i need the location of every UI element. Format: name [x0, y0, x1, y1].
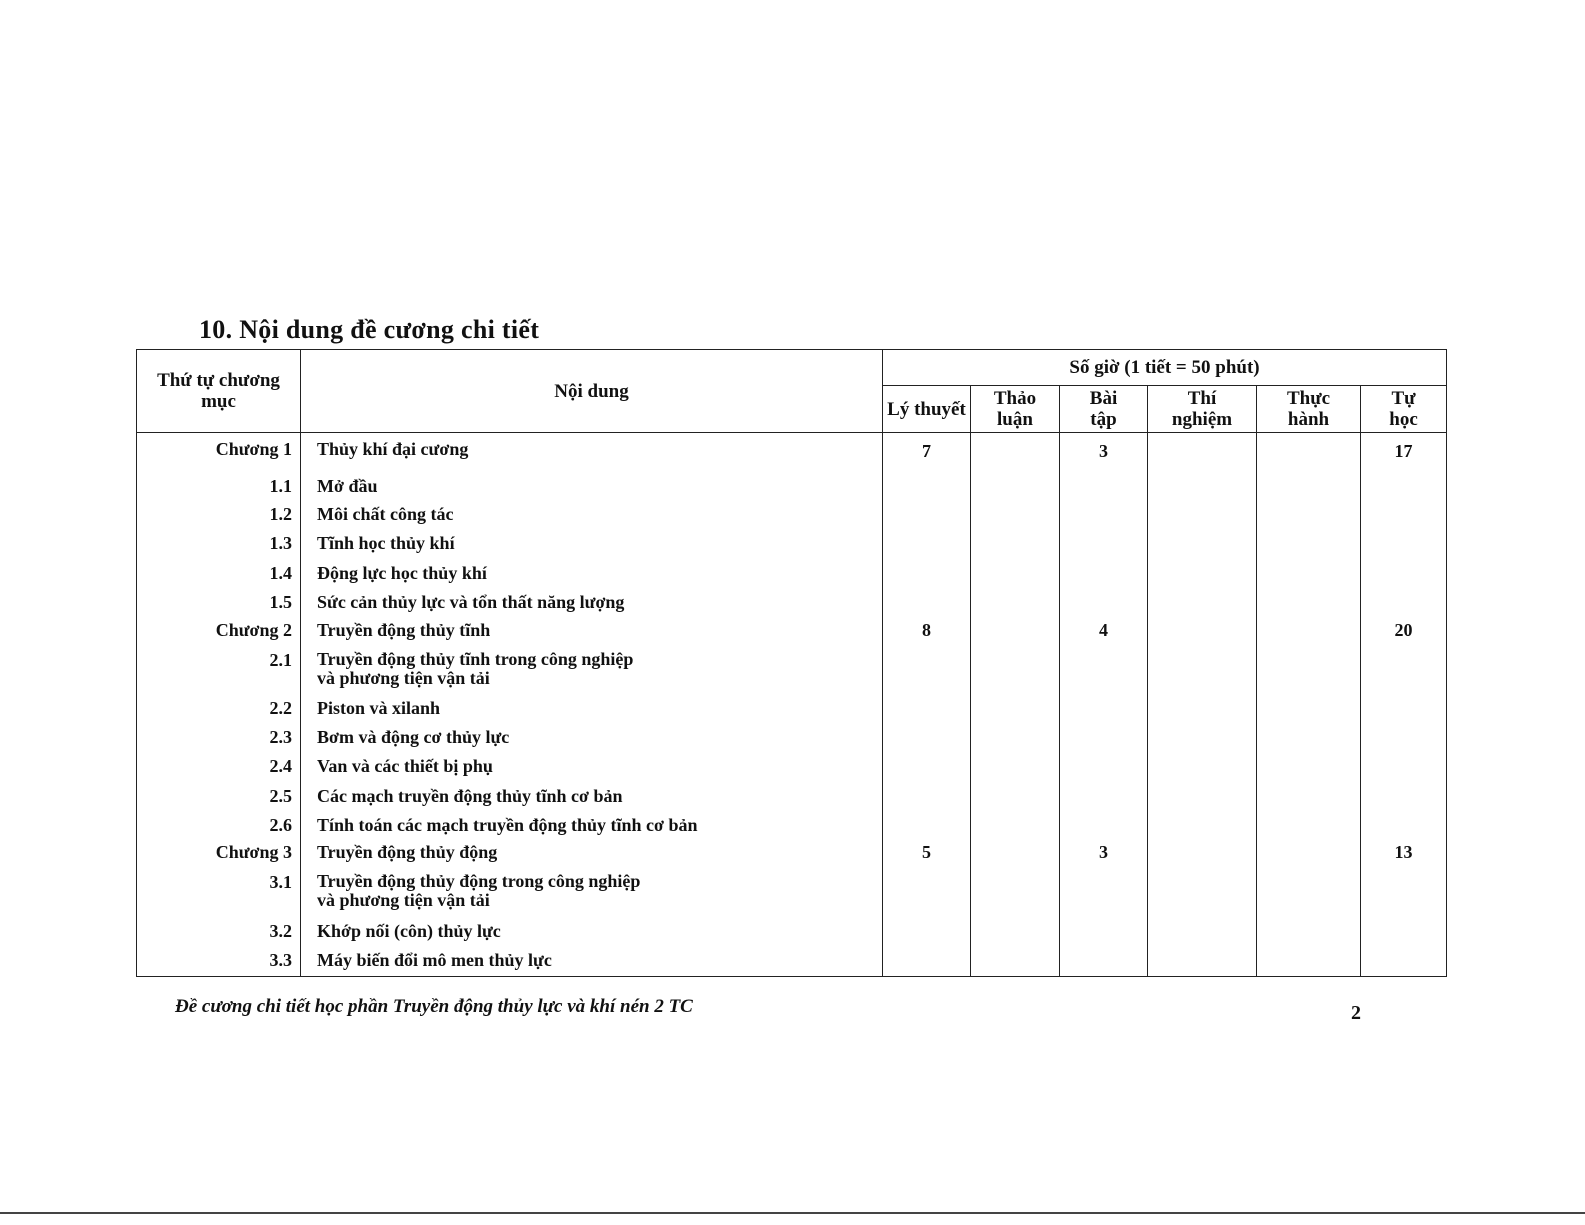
table-row — [137, 946, 1447, 976]
practice-cell — [1257, 433, 1361, 471]
header-theory: Lý thuyết — [883, 386, 971, 433]
order-cell: 3.3 — [137, 946, 301, 976]
order-cell: 2.6 — [137, 811, 301, 839]
header-practice: Thực hành — [1257, 386, 1361, 433]
content-cell: Tính toán các mạch truyền động thủy tĩnh cơ bản — [301, 811, 883, 839]
table-row — [137, 529, 1447, 558]
content-cell: Tĩnh học thủy khí — [301, 529, 883, 558]
content-cell: Động lực học thủy khí — [301, 559, 883, 588]
content-cell — [301, 868, 883, 916]
table-row — [137, 471, 1447, 500]
theory-cell: 7 — [883, 433, 971, 471]
content-cell: Truyền động thủy động — [301, 839, 883, 868]
table-row — [137, 617, 1447, 646]
table-row — [137, 694, 1447, 723]
order-cell: 2.4 — [137, 752, 301, 781]
table-row — [137, 559, 1447, 588]
exercise-cell: 4 — [1060, 617, 1148, 646]
order-cell: 1.4 — [137, 559, 301, 588]
content-cell: Truyền động thủy tĩnh — [301, 617, 883, 646]
header-content: Nội dung — [301, 350, 883, 433]
order-cell: Chương 1 — [137, 433, 301, 471]
order-cell: 3.1 — [137, 868, 301, 916]
order-cell: 2.2 — [137, 694, 301, 723]
self-study-cell: 17 — [1361, 433, 1447, 471]
section-title: 10. Nội dung đề cương chi tiết — [199, 315, 540, 344]
experiment-cell — [1148, 433, 1257, 471]
content-cell: Máy biến đổi mô men thủy lực — [301, 946, 883, 976]
order-cell: 1.5 — [137, 588, 301, 617]
exercise-cell: 3 — [1060, 839, 1148, 868]
order-cell: 2.1 — [137, 646, 301, 693]
table-row — [137, 811, 1447, 839]
content-cell: Piston và xilanh — [301, 694, 883, 723]
header-discussion: Thảo luận — [971, 386, 1060, 433]
header-self-study: Tự học — [1361, 386, 1447, 433]
order-cell: 1.2 — [137, 500, 301, 529]
order-cell: 2.5 — [137, 782, 301, 811]
order-cell: 3.2 — [137, 917, 301, 946]
content-cell: Sức cản thủy lực và tổn thất năng lượng — [301, 588, 883, 617]
order-cell: 2.3 — [137, 723, 301, 752]
header-exercise: Bài tập — [1060, 386, 1148, 433]
content-cell: Mở đầu — [301, 471, 883, 500]
order-cell: Chương 3 — [137, 839, 301, 868]
exercise-cell: 3 — [1060, 433, 1148, 471]
table-row — [137, 646, 1447, 693]
practice-cell — [1257, 617, 1361, 646]
table-row — [137, 752, 1447, 781]
order-cell: Chương 2 — [137, 617, 301, 646]
discussion-cell — [971, 617, 1060, 646]
order-cell: 1.3 — [137, 529, 301, 558]
order-cell: 1.1 — [137, 471, 301, 500]
page-bottom-rule — [0, 1212, 1585, 1214]
table-row — [137, 839, 1447, 868]
table-row — [137, 500, 1447, 529]
theory-cell: 5 — [883, 839, 971, 868]
footer-text: Đề cương chi tiết học phần Truyền động thủy lực và khí nén 2 TC — [175, 996, 693, 1017]
header-order: Thứ tự chương mục — [137, 350, 301, 433]
content-cell: Bơm và động cơ thủy lực — [301, 723, 883, 752]
table-row — [137, 433, 1447, 471]
table-row — [137, 917, 1447, 946]
content-line: và phương tiện vận tải — [317, 668, 490, 689]
table-row — [137, 723, 1447, 752]
content-cell: Các mạch truyền động thủy tĩnh cơ bản — [301, 782, 883, 811]
discussion-cell — [971, 839, 1060, 868]
discussion-cell — [971, 433, 1060, 471]
practice-cell — [1257, 839, 1361, 868]
content-line: Truyền động thủy động trong công nghiệp — [317, 871, 641, 892]
table-row — [137, 588, 1447, 617]
content-line: Truyền động thủy tĩnh trong công nghiệp — [317, 649, 634, 670]
self-study-cell: 20 — [1361, 617, 1447, 646]
self-study-cell: 13 — [1361, 839, 1447, 868]
course-outline-table — [136, 349, 1447, 977]
content-cell — [301, 646, 883, 693]
page-number: 2 — [1351, 1002, 1361, 1024]
content-cell: Khớp nối (côn) thủy lực — [301, 917, 883, 946]
content-line: và phương tiện vận tải — [317, 890, 490, 911]
content-cell: Thủy khí đại cương — [301, 433, 883, 471]
content-cell: Môi chất công tác — [301, 500, 883, 529]
theory-cell: 8 — [883, 617, 971, 646]
table-row — [137, 868, 1447, 916]
header-hours-group: Số giờ (1 tiết = 50 phút) — [883, 350, 1447, 386]
content-cell: Van và các thiết bị phụ — [301, 752, 883, 781]
header-experiment: Thí nghiệm — [1148, 386, 1257, 433]
experiment-cell — [1148, 617, 1257, 646]
experiment-cell — [1148, 839, 1257, 868]
table-row — [137, 782, 1447, 811]
